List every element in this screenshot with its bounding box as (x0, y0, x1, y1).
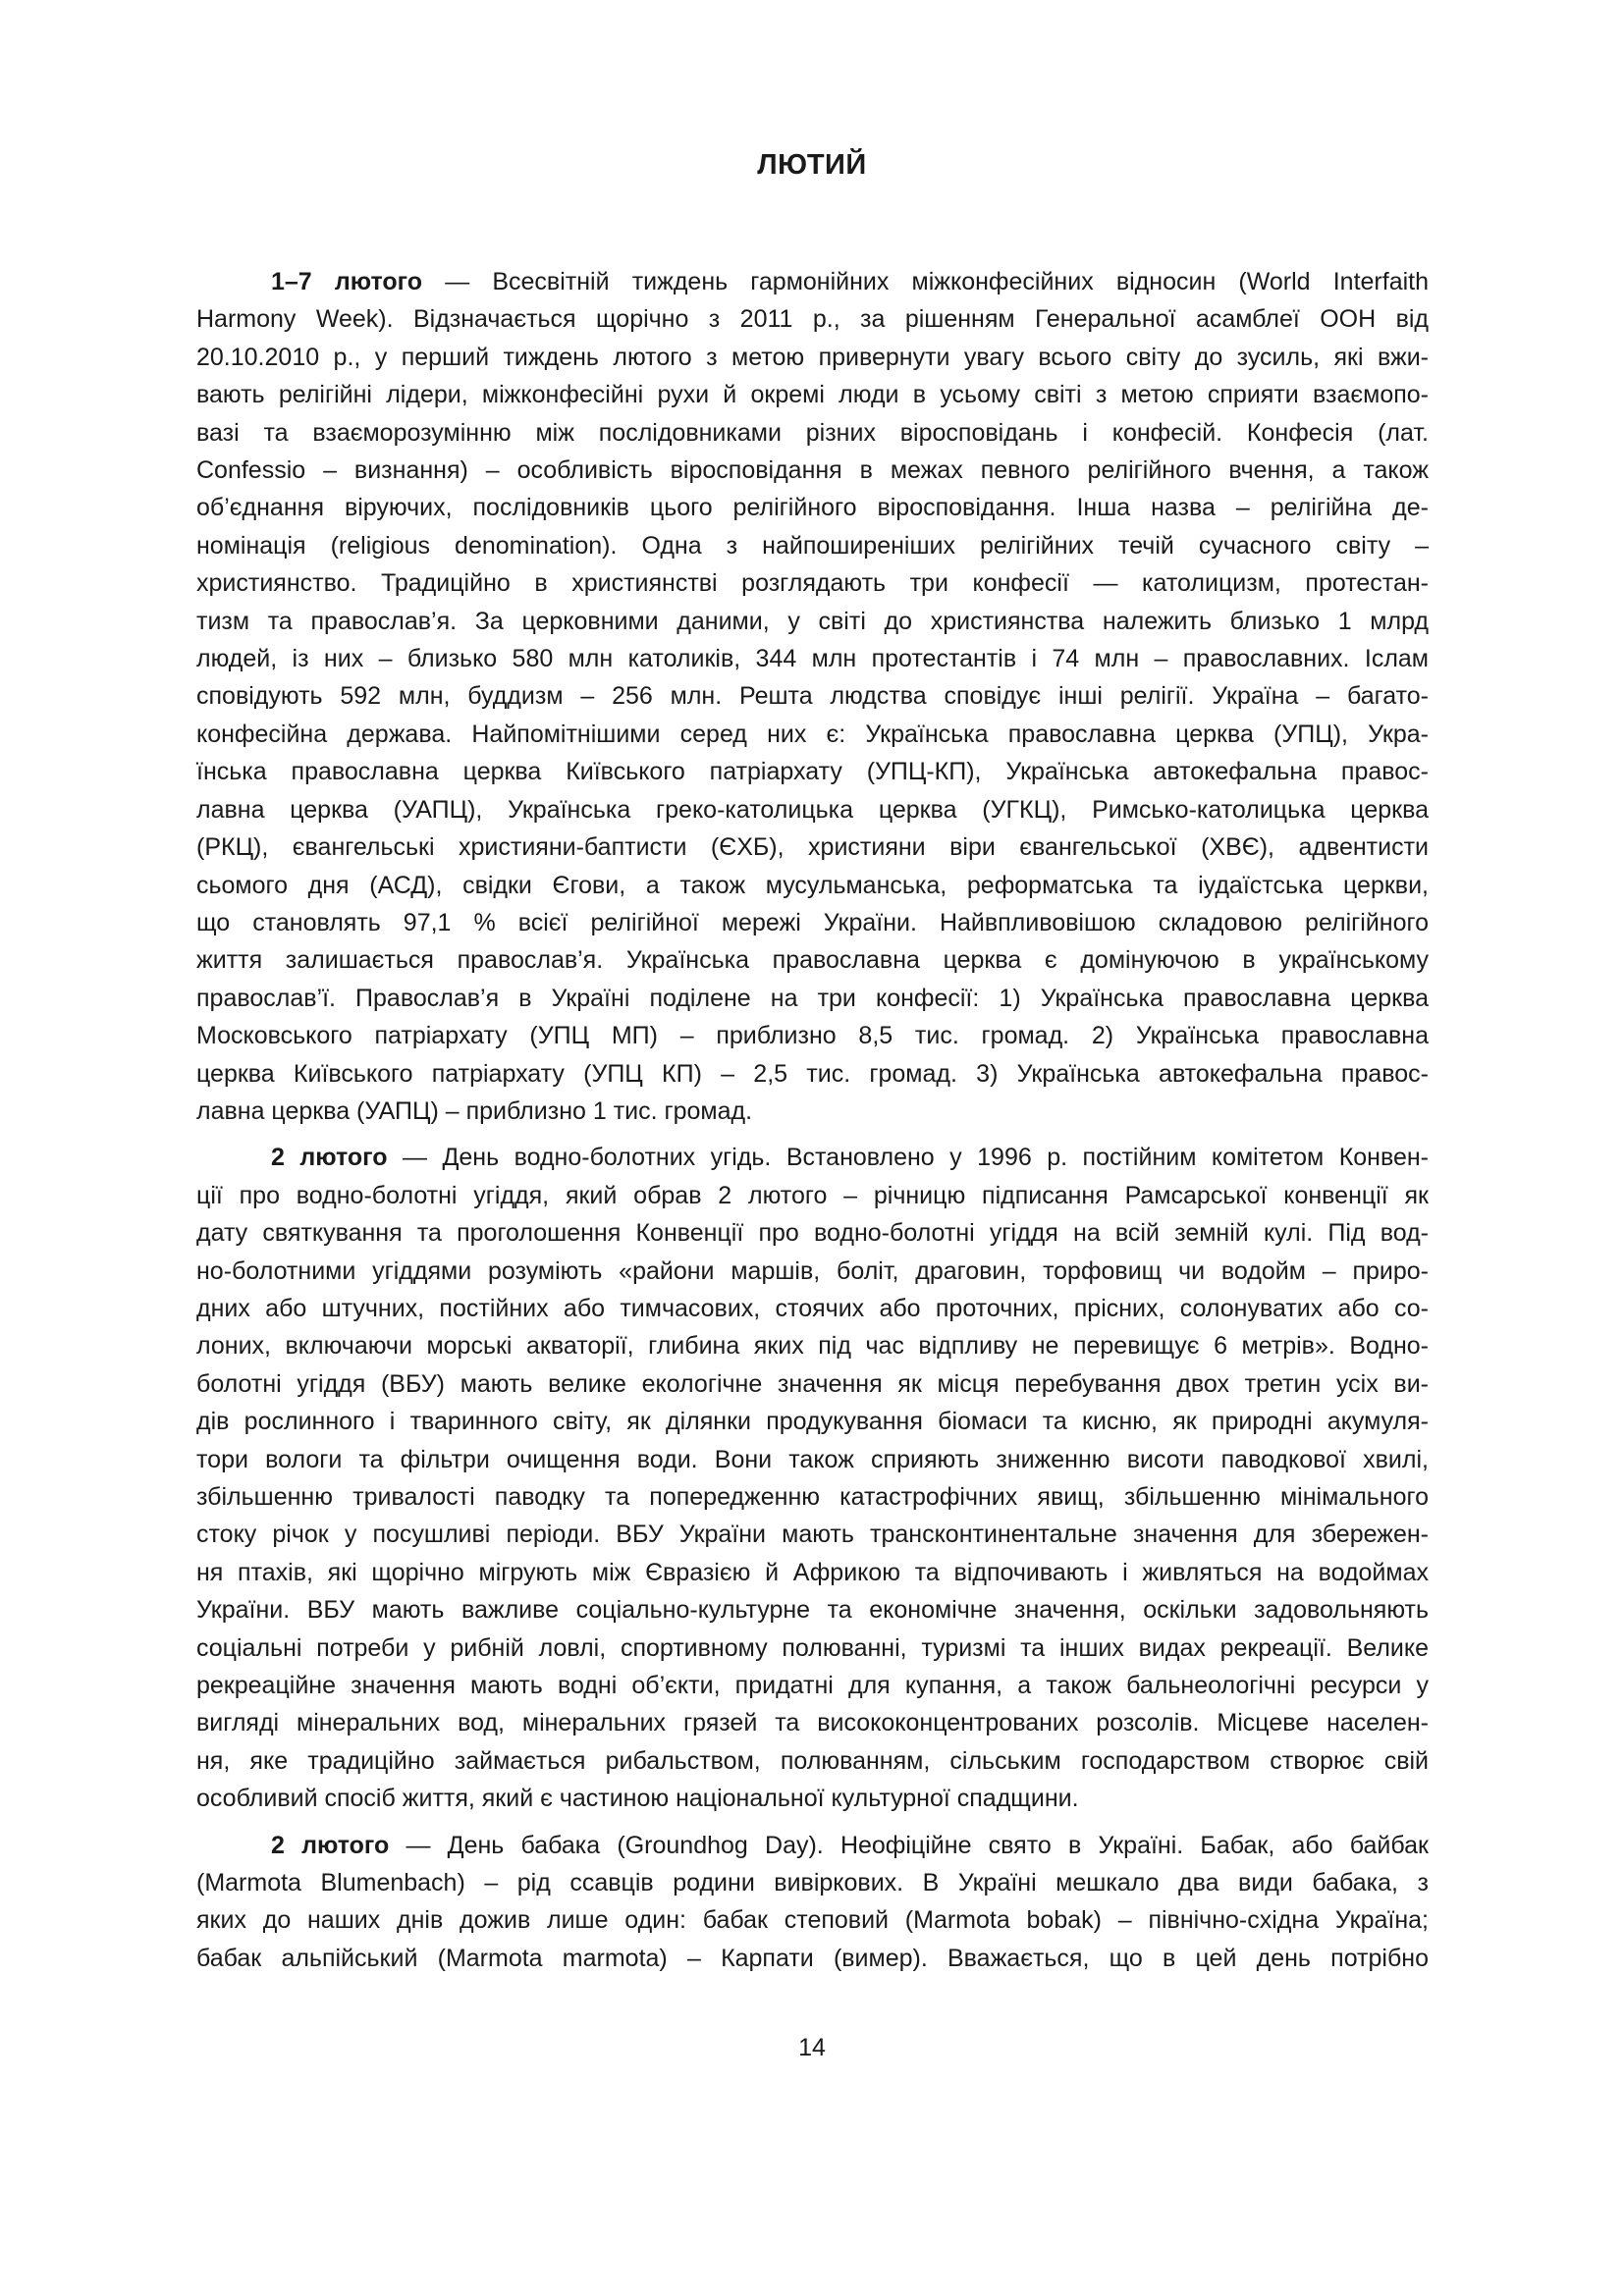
entry-date: 1–7 лютого (271, 268, 423, 295)
text-line: ня птахів, які щорічно мігрують між Євразією й Африкою та відпочивають і живляться на водоймах (196, 1558, 1429, 1586)
text-line: християнство. Традиційно в християнстві розглядають три конфесії — католицизм, протестан- (196, 569, 1429, 598)
text-line: їнська православна церква Київського патріархату (УПЦ-КП), Українська автокефальна правос- (196, 758, 1429, 786)
line-text: — День бабака (Groundhog Day). Неофіційне свято в Україні. Бабак, або байбак (389, 1831, 1429, 1859)
page-number: 14 (798, 2034, 826, 2061)
entry-date: 2 лютого (271, 1831, 390, 1859)
text-line: лавна церква (УАПЦ) – приблизно 1 тис. громад. (196, 1096, 753, 1125)
line-text: — Всесвітній тиждень гармонійних міжконфесійних відносин (World Interfaith (422, 268, 1430, 295)
text-line: людей, із них – близько 580 млн католиків, 344 млн протестантів і 74 млн – православних. Іслам (196, 645, 1429, 673)
text-line (196, 1827, 1429, 1864)
text-line: збільшенню тривалості паводку та попередженню катастрофічних явищ, збільшенню мінімального (196, 1483, 1429, 1511)
text-line: стоку річок у посушливі періоди. ВБУ України мають трансконтинентальне значення для збережен- (196, 1521, 1429, 1549)
text-line: (РКЦ), євангельські християни-баптисти (ЄХБ), християни віри євангельської (ХВЄ), адвентисти (196, 833, 1429, 862)
text-line: бабак альпійський (Marmota marmota) – Карпати (вимер). Вважається, що в цей день потрібно (196, 1944, 1429, 1972)
text-line: вають релігійні лідери, міжконфесійні рухи й окремі люди в усьому світі з метою сприяти взаємопо- (196, 381, 1429, 409)
line-text: — День водно-болотних угідь. Встановлено у 1996 р. постійним комітетом Конвен- (387, 1144, 1430, 1172)
text-line: що становлять 97,1 % всієї релігійної мережі України. Найвпливовішою складовою релігійного (196, 908, 1429, 936)
text-line: болотні угіддя (ВБУ) мають велике екологічне значення як місця перебування двох третин усіх ви- (196, 1369, 1429, 1398)
entry-paragraph (196, 1139, 1429, 1817)
text-line: яких до наших днів дожив лише один: бабак степовий (Marmota bobak) – північно-східна Україна; (196, 1906, 1429, 1935)
text-line: ції про водно-болотні угіддя, який обрав 2 лютого – річницю підписання Рамсарської конвенції як (196, 1181, 1429, 1209)
page-body (196, 263, 1429, 1986)
text-line: Confessio – визнання) – особливість віросповідання в межах певного релігійного вчення, а також (196, 456, 1429, 485)
text-line: України. ВБУ мають важливе соціально-культурне та економічне значення, оскільки задовольняють (196, 1596, 1429, 1625)
text-line: вигляді мінеральних вод, мінеральних грязей та висококонцентрованих розсолів. Місцеве населен- (196, 1709, 1429, 1737)
text-line: лавна церква (УАПЦ), Українська греко-католицька церква (УГКЦ), Римсько-католицька церква (196, 795, 1429, 824)
entry-date: 2 лютого (271, 1144, 388, 1172)
text-line (196, 263, 1429, 300)
text-line: соціальні потреби у рибній ловлі, спортивному полюванні, туризмі та інших видах рекреації. Велике (196, 1633, 1429, 1662)
text-line: конфесійна держава. Найпомітнішими серед них є: Українська православна церква (УПЦ), Укра- (196, 720, 1429, 748)
page-title: ЛЮТИЙ (757, 149, 867, 181)
entry-paragraph (196, 263, 1429, 1130)
text-line: тори вологи та фільтри очищення води. Вони також сприяють зниженню висоти паводкової хвилі, (196, 1445, 1429, 1473)
entry-paragraph (196, 1827, 1429, 1978)
text-line: сповідують 592 млн, буддизм – 256 млн. Решта людства сповідує інші релігії. Україна – багато- (196, 682, 1429, 711)
text-line: рекреаційне значення мають водні об’єкти, придатні для купання, а також бальнеологічні ресурси у (196, 1672, 1429, 1700)
text-line: сьомого дня (АСД), свідки Єгови, а також мусульманська, реформатська та іудаїстська церкви, (196, 871, 1429, 899)
text-line: номінація (religious denomination). Одна з найпоширеніших релігійних течій сучасного світу – (196, 531, 1429, 560)
text-line: вазі та взаєморозумінню між послідовниками різних віросповідань і конфесій. Конфесія (лат. (196, 418, 1429, 447)
text-line: особливий спосіб життя, який є частиною національної культурної спадщини. (196, 1785, 1079, 1813)
text-line: 20.10.2010 р., у перший тиждень лютого з метою привернути увагу всього світу до зусиль, які вжи- (196, 343, 1429, 371)
text-line: ня, яке традиційно займається рибальством, полюванням, сільським господарством створює свій (196, 1746, 1429, 1775)
text-line: лоних, включаючи морські акваторії, глибина яких під час відпливу не перевищує 6 метрів». Водно- (196, 1332, 1429, 1361)
text-line: Harmony Week). Відзначається щорічно з 2011 р., за рішенням Генеральної асамблеї ООН від (196, 305, 1429, 334)
text-line: церква Київського патріархату (УПЦ КП) – 2,5 тис. громад. 3) Українська автокефальна правос- (196, 1059, 1429, 1088)
text-line: дів рослинного і тваринного світу, як ділянки продукування біомаси та кисню, як природні акумуля- (196, 1408, 1429, 1436)
text-line: дату святкування та проголошення Конвенції про водно-болотні угіддя на всій земній кулі. Під вод- (196, 1219, 1429, 1248)
text-line: (Marmota Blumenbach) – рід ссавців родини вивіркових. В Україні мешкало два види бабака, з (196, 1869, 1429, 1897)
text-line: об’єднання віруючих, послідовників цього релігійного віросповідання. Інша назва – релігійна де- (196, 494, 1429, 522)
text-line: життя залишається православ’я. Українська православна церква є домінуючою в українському (196, 946, 1429, 975)
text-line: дних або штучних, постійних або тимчасових, стоячих або проточних, прісних, солонуватих або со- (196, 1294, 1429, 1322)
text-line: но-болотними угіддями розуміють «райони маршів, боліт, драговин, торфовищ чи водойм – приро- (196, 1256, 1429, 1285)
text-line (196, 1139, 1429, 1176)
text-line: Московського патріархату (УПЦ МП) – приблизно 8,5 тис. громад. 2) Українська православна (196, 1022, 1429, 1050)
text-line: тизм та православ’я. За церковними даними, у світі до християнства належить близько 1 млрд (196, 607, 1429, 635)
text-line: православ’ї. Православ’я в Україні поділене на три конфесії: 1) Українська православна церква (196, 984, 1429, 1012)
